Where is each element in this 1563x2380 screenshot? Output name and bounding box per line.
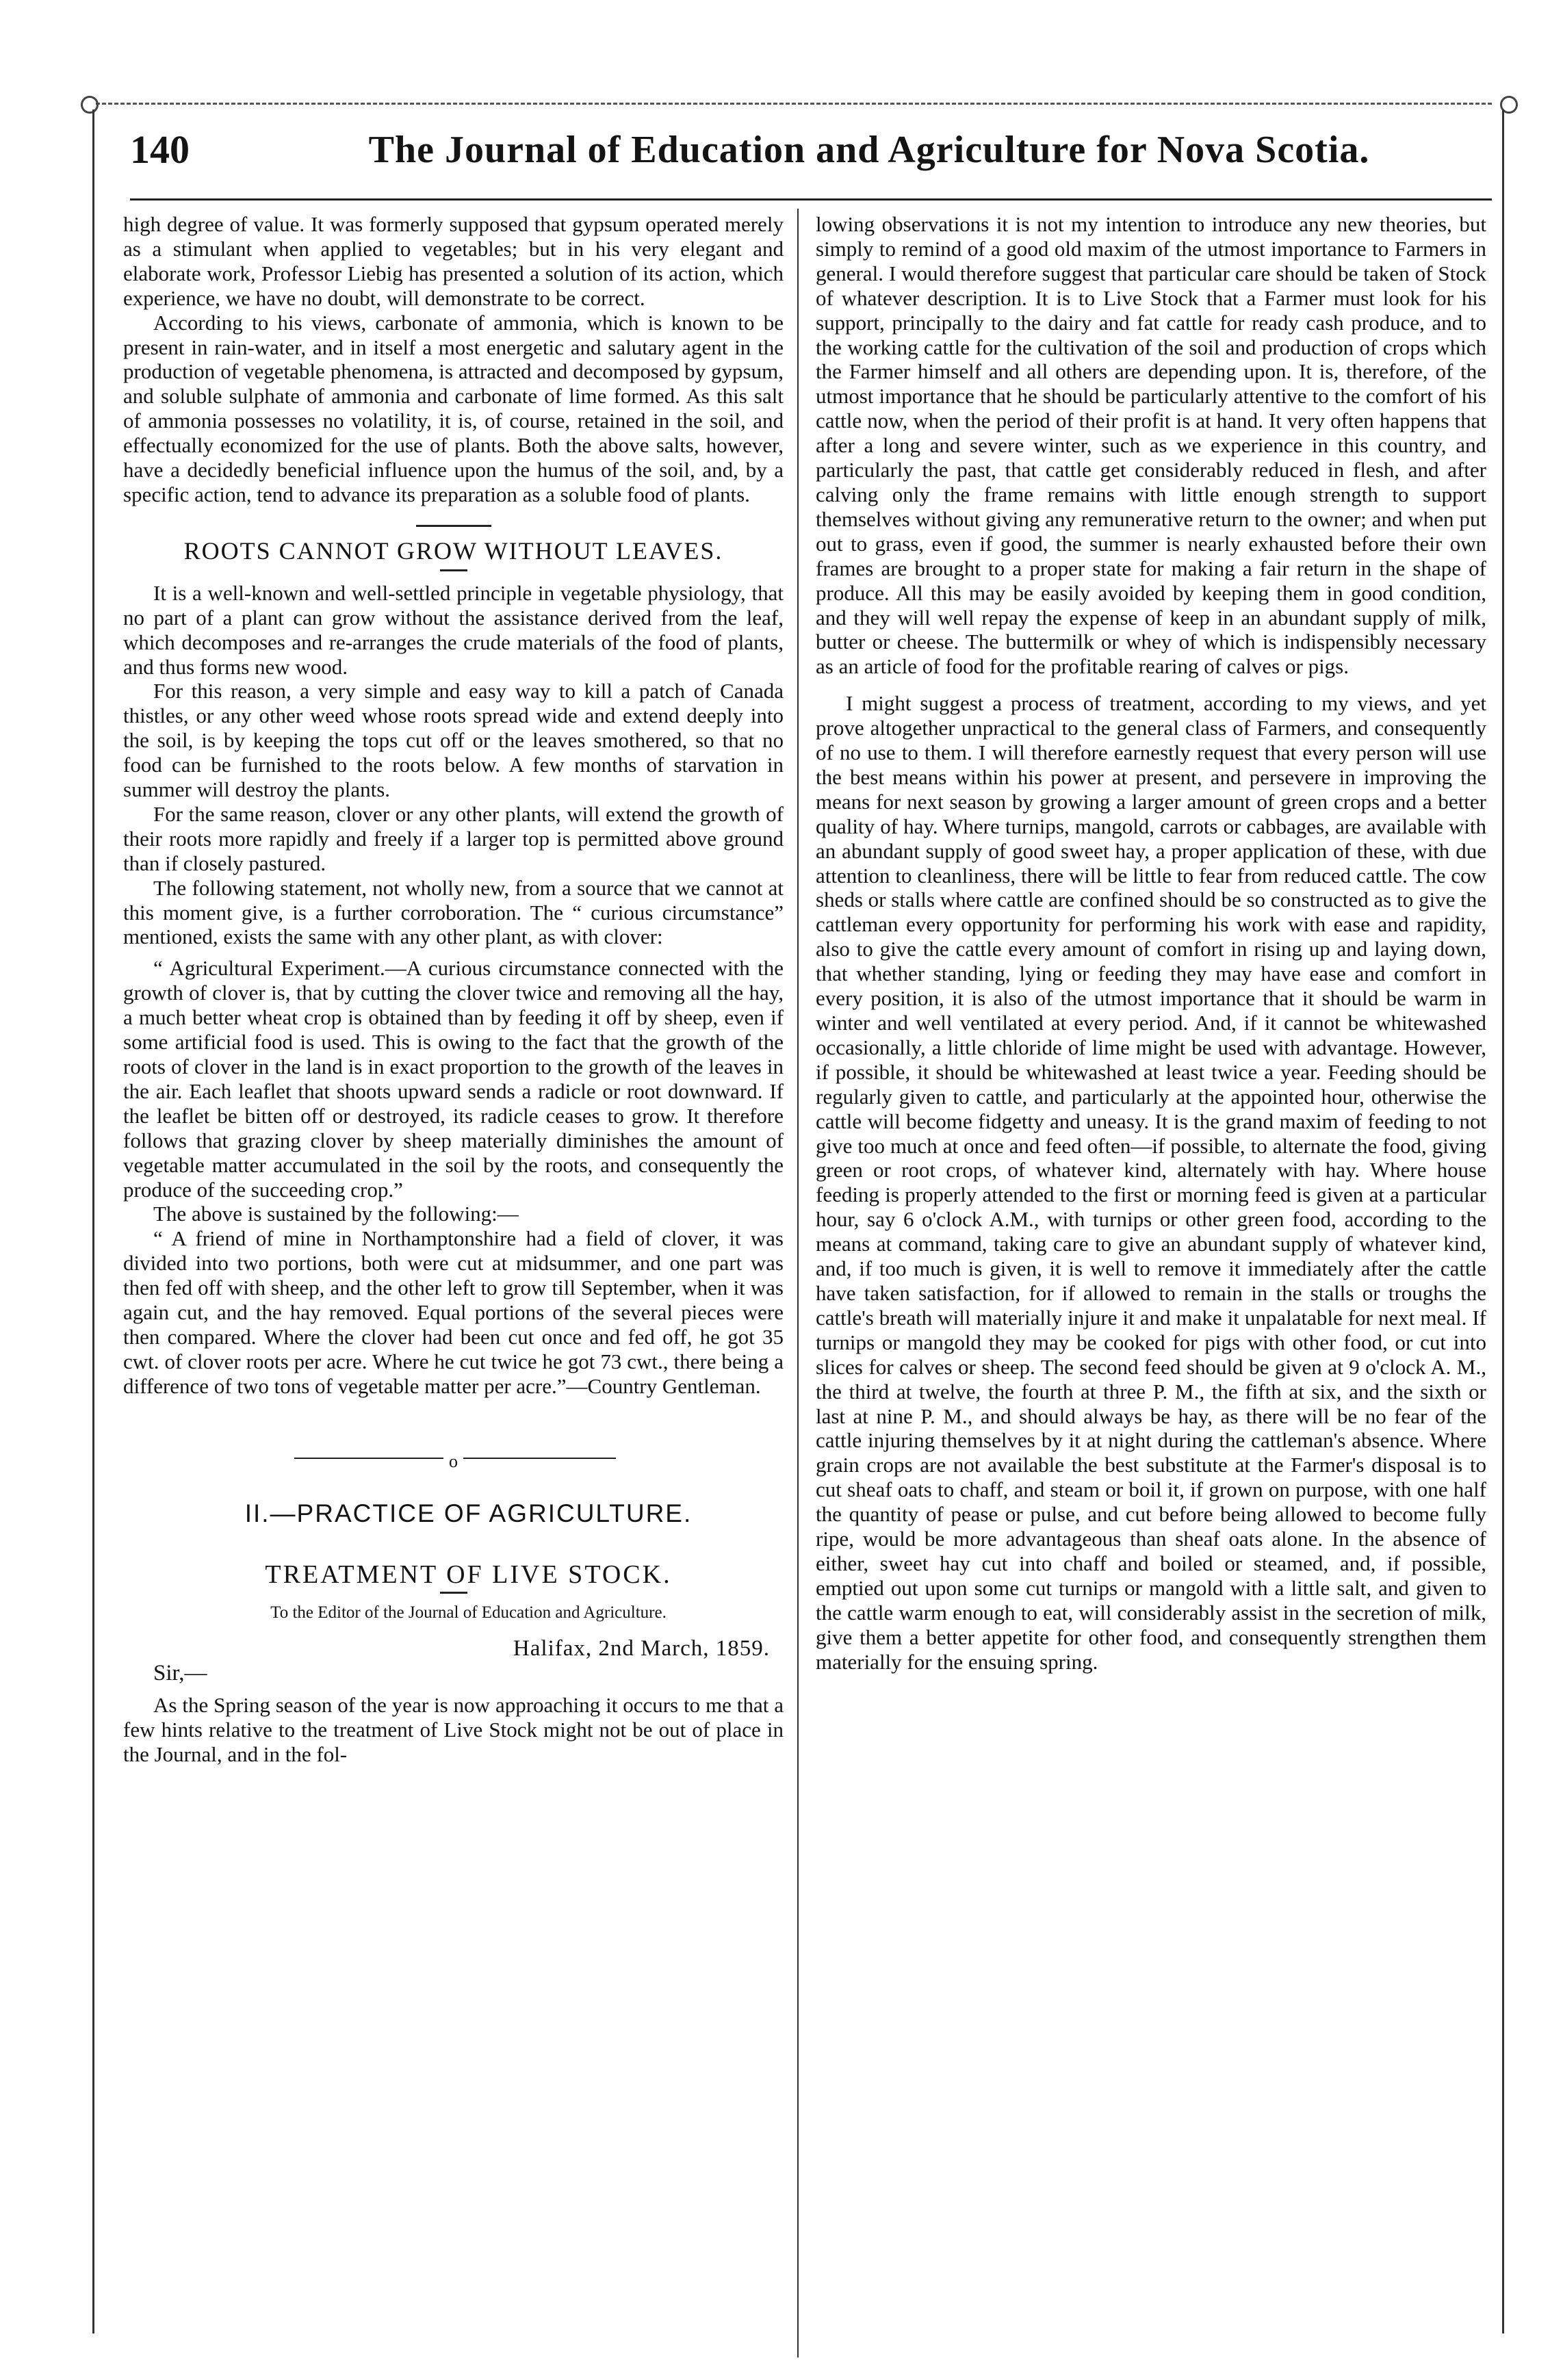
left-column <box>123 212 784 1767</box>
paragraph: As the Spring season of the year is now approaching it occurs to me that a few hints relative to the treatment of Live Stock might not be out of place in the Journal, and in the fol- <box>123 1693 784 1767</box>
page-number: 140 <box>130 127 190 172</box>
paragraph: I might suggest a process of treatment, according to my views, and yet prove altogether unpractical to the general class of Farmers, and consequently of no use to them. I will therefore earnestly request that every person will use the best means within his power at present, and persevere in improving the means for next season by growing a larger amount of green crops and a better quality of hay. Where turnips, mangold, carrots or cabbages, are available with an abundant supply of good sweet hay, a proper application of these, with due attention to cleanliness, there will be little to fear from reduced cattle. The cow sheds or stalls where cattle are confined should be so constructed as to give the cattleman every opportunity for performing his work with ease and rapidity, also to give the cattle every amount of comfort in rising up and laying down, that whether standing, lying or feeding they may have ease and comfort in every position, it is also of the utmost importance that it should be warm in winter and well ventilated at every period. And, if it cannot be whitewashed occasionally, a little chloride of lime might be used with advantage. However, if possible, it should be whitewashed at least twice a year. Feeding should be regularly given to cattle, and particularly at the appointed hour, otherwise the cattle will become fidgetty and uneasy. It is the grand maxim of feeding to not give too much at once and feed often—if possible, to alternate the food, giving green or root crops, of whatever kind, alternately with hay. Where house feeding is properly attended to the first or morning feed is given at a particular hour, say 6 o'clock A.M., with turnips or other green food, according to the means at command, taking care to give an abundant supply of whatever kind, and, if too much is given, it is well to remove it immediately after the cattle have taken satisfaction, for if allowed to remain in the stalls or troughs the cattle's breath will materially injure it and make it unpalatable for next meal. If turnips or mangold they may be cooked for pigs with other food, or cut into slices for calves or sheep. The second feed should be given at 9 o'clock A. M., the third at twelve, the fourth at three P. M., the fifth at six, and the sixth or last at nine P. M., and should always be hay, as there will be no fear of the cattle injuring themselves by it at night during the cattleman's absence. Where grain crops are not available the best substitute at the Farmer's disposal is to cut sheaf oats to chaff, and steam or boil it, if grown on purpose, with one half the quantity of pease or pulse, and cut before being allowed to become fully ripe, would be more advantageous than sheaf oats alone. In the absence of either, sweet hay cut into chaff and boiled or steamed, and, if possible, emptied out upon some cut turnips or mangold with a little salt, and given to the cattle warm enough to eat, will considerably assist in the secretion of milk, give them a better appetite for other food, and consequently strengthen them materially for the ensuing spring. <box>816 691 1486 1674</box>
left-margin-rule <box>92 109 94 2333</box>
section-divider <box>123 1448 784 1469</box>
quoted-paragraph: “ A friend of mine in Northamptonshire had a field of clover, it was divided into two portions, both were cut at midsummer, and one part was then fed off with sheep, and the other left to grow till September, when it was again cut, and the hay removed. Equal portions of the several pieces were then compared. Where the clover had been cut once and fed off, he got 35 cwt. of clover roots per acre. Where he cut twice he got 73 cwt., there being a difference of two tons of vegetable matter per acre.”—Country Gentleman. <box>123 1226 784 1398</box>
paragraph: The following statement, not wholly new, from a source that we cannot at this moment give, is a further corroboration. The “ curious circumstance” mentioned, exists the same with any other plant, as with clover: <box>123 875 784 949</box>
right-column <box>816 212 1486 1674</box>
letter-dateline: Halifax, 2nd March, 1859. <box>513 1636 770 1661</box>
right-margin-rule <box>1502 109 1504 2333</box>
page-header <box>130 127 1492 181</box>
article-heading-roots: ROOTS CANNOT GROW WITHOUT LEAVES. <box>183 536 723 565</box>
paragraph: For the same reason, clover or any other plants, will extend the growth of their roots more rapidly and freely if a larger top is permitted above ground than if closely pastured. <box>123 801 784 875</box>
paragraph: high degree of value. It was formerly supposed that gypsum operated merely as a stimulant when applied to vegetables; but in his very elegant and elaborate work, Professor Liebig has presented a solution of its action, which experience, we have no doubt, will demonstrate to be correct. <box>123 212 784 310</box>
top-border-rule <box>96 103 1492 105</box>
section-heading: II.—PRACTICE OF AGRICULTURE. <box>244 1499 693 1527</box>
paragraph: According to his views, carbonate of ammonia, which is known to be present in rain-water, and in itself a most energetic and salutary agent in the production of vegetable phenomena, is attracted and decomposed by gypsum, and soluble sulphate of ammonia and carbonate of lime formed. As this salt of ammonia possesses no volatility, it is, of course, retained in the soil, and effectually economized for the use of plants. Both the above salts, however, have a decidedly beneficial influence upon the humus of the soil, and, by a specific action, tend to advance its preparation as a soluble food of plants. <box>123 310 784 506</box>
running-title: The Journal of Education and Agriculture for Nova Scotia. <box>368 129 1370 171</box>
quoted-paragraph: “ Agricultural Experiment.—A curious circumstance connected with the growth of clover is, that by cutting the clover twice and removing all the hay, a much better wheat crop is obtained than by feeding it off by sheep, even if some artificial food is used. This is owing to the fact that the growth of the roots of clover in the land is in exact proportion to the growth of the leaves in the air. Each leaflet that shoots upward sends a radicle or root downward. If the leaflet be bitten off or destroyed, its radicle ceases to grow. It therefore follows that grazing clover by sheep materially diminishes the amount of vegetable matter accumulated in the soil by the roots, and consequently the produce of the succeeding crop.” <box>123 956 784 1202</box>
corner-ornament-left <box>81 96 99 114</box>
letter-salutation: Sir,— <box>153 1661 207 1686</box>
column-divider <box>797 209 799 2357</box>
divider-mark: o <box>443 1451 463 1471</box>
letter-addressee: To the Editor of the Journal of Education and Agriculture. <box>270 1603 667 1622</box>
paragraph: The above is sustained by the following:— <box>153 1202 519 1226</box>
article-heading-live-stock: TREATMENT OF LIVE STOCK. <box>265 1560 672 1589</box>
paragraph: For this reason, a very simple and easy way to kill a patch of Canada thistles, or any other weed whose roots spread wide and extend deeply into the soil, is by keeping the tops cut off or the leaves smothered, so that no food can be furnished to the roots below. A few months of starvation in summer will destroy the plants. <box>123 679 784 802</box>
header-rule <box>130 198 1492 201</box>
paragraph: lowing observations it is not my intention to introduce any new theories, but simply to remind of a good old maxim of the utmost importance to Farmers in general. I would therefore suggest that particular care should be taken of Stock of whatever description. It is to Live Stock that a Farmer must look for his support, principally to the dairy and fat cattle for ready cash produce, and to the working cattle for the cultivation of the soil and production of crops which the Farmer himself and all others are depending upon. It is, therefore, of the utmost importance that he should be particularly attentive to the comfort of his cattle now, when the period of their profit is at hand. It very often happens that after a long and severe winter, such as we experience in this country, and particularly the past, that cattle get considerably reduced in flesh, and after calving only the frame remains with little enough strength to support themselves without giving any remunerative return to the owner; and when put out to grass, even if good, the summer is nearly exhausted before their own frames are brought to a proper state for making a fair return in the shape of produce. All this may be easily avoided by keeping them in good condition, and they will well repay the expense of keep in an abundant supply of milk, butter or cheese. The buttermilk or whey of which is indispensibly necessary as an article of food for the profitable rearing of calves or pigs. <box>816 212 1486 679</box>
paragraph: It is a well-known and well-settled principle in vegetable physiology, that no part of a plant can grow without the assistance derived from the leaf, which decomposes and re-arranges the crude materials of the food of plants, and thus forms new wood. <box>123 580 784 679</box>
